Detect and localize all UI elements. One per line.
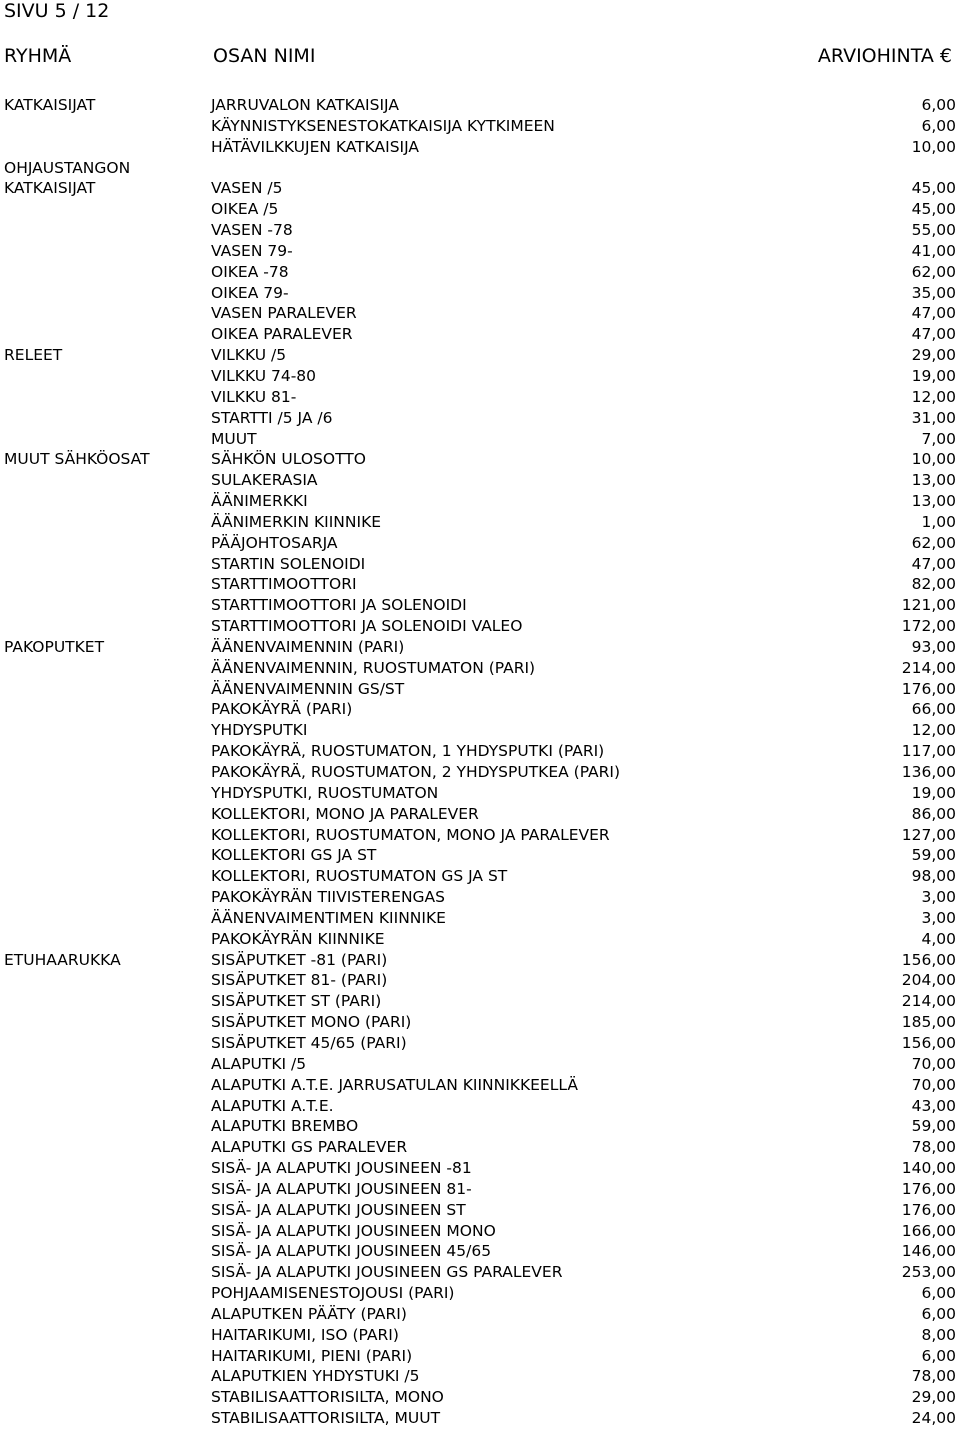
row-part-name: KOLLEKTORI, RUOSTUMATON GS JA ST bbox=[211, 867, 508, 886]
row-price: 45,00 bbox=[911, 200, 956, 219]
row-price: 3,00 bbox=[921, 888, 956, 907]
table-row bbox=[0, 470, 960, 491]
table-row bbox=[0, 1158, 960, 1179]
row-price: 156,00 bbox=[901, 1033, 956, 1052]
row-price: 43,00 bbox=[911, 1096, 956, 1115]
table-row bbox=[0, 991, 960, 1012]
table-row bbox=[0, 491, 960, 512]
row-part-name: KOLLEKTORI, RUOSTUMATON, MONO JA PARALEVER bbox=[211, 825, 610, 844]
table-row bbox=[0, 741, 960, 762]
row-part-name: VILKKU /5 bbox=[211, 346, 287, 365]
row-part-name: PAKOKÄYRÄ (PARI) bbox=[211, 700, 353, 719]
row-price: 10,00 bbox=[911, 137, 956, 156]
table-row bbox=[0, 845, 960, 866]
table-row bbox=[0, 178, 960, 199]
table-row bbox=[0, 908, 960, 929]
row-part-name: VILKKU 81- bbox=[211, 387, 297, 406]
table-row bbox=[0, 1262, 960, 1283]
row-price: 13,00 bbox=[911, 492, 956, 511]
table-row bbox=[0, 387, 960, 408]
row-part-name: STARTTIMOOTTORI JA SOLENOIDI bbox=[211, 596, 467, 615]
row-price: 6,00 bbox=[921, 116, 956, 135]
row-part-name: JARRUVALON KATKAISIJA bbox=[211, 96, 399, 114]
column-header-group: RYHMÄ bbox=[4, 45, 72, 67]
row-part-name: ÄÄNIMERKIN KIINNIKE bbox=[211, 512, 382, 531]
row-price: 146,00 bbox=[901, 1242, 956, 1261]
row-part-name: VILKKU 74-80 bbox=[211, 366, 317, 385]
row-part-name: VASEN 79- bbox=[211, 241, 293, 260]
row-group: RELEET bbox=[4, 346, 63, 365]
row-price: 19,00 bbox=[911, 783, 956, 802]
table-row bbox=[0, 137, 960, 158]
row-price: 136,00 bbox=[901, 763, 956, 781]
row-part-name: STARTTIMOOTTORI JA SOLENOIDI VALEO bbox=[211, 617, 523, 636]
row-group: MUUT SÄHKÖOSAT bbox=[4, 450, 150, 469]
row-group: OHJAUSTANGON bbox=[4, 158, 131, 177]
row-part-name: KÄYNNISTYKSENESTOKATKAISIJA KYTKIMEEN bbox=[211, 116, 555, 135]
table-row bbox=[0, 512, 960, 533]
table-row bbox=[0, 887, 960, 908]
row-price: 47,00 bbox=[911, 554, 956, 573]
table-row bbox=[0, 866, 960, 887]
table-row bbox=[0, 116, 960, 137]
row-part-name: ÄÄNIMERKKI bbox=[211, 492, 308, 511]
row-price: 6,00 bbox=[921, 96, 956, 114]
row-part-name: ALAPUTKI GS PARALEVER bbox=[211, 1138, 408, 1157]
row-part-name: KOLLEKTORI GS JA ST bbox=[211, 846, 377, 865]
row-price: 47,00 bbox=[911, 325, 956, 344]
table-row bbox=[0, 199, 960, 220]
table-row bbox=[0, 408, 960, 429]
row-part-name: OIKEA /5 bbox=[211, 200, 279, 219]
table-row bbox=[0, 95, 960, 116]
table-row bbox=[0, 1366, 960, 1387]
table-row bbox=[0, 1408, 960, 1429]
row-price: 185,00 bbox=[901, 1013, 956, 1032]
row-price: 82,00 bbox=[911, 575, 956, 594]
table-row bbox=[0, 1116, 960, 1137]
row-part-name: PAKOKÄYRÄ, RUOSTUMATON, 1 YHDYSPUTKI (PARI) bbox=[211, 742, 605, 761]
row-part-name: ÄÄNENVAIMENNIN, RUOSTUMATON (PARI) bbox=[211, 658, 536, 677]
row-price: 70,00 bbox=[911, 1075, 956, 1094]
table-row bbox=[0, 574, 960, 595]
table-row bbox=[0, 345, 960, 366]
row-price: 78,00 bbox=[911, 1138, 956, 1157]
row-part-name: SISÄ- JA ALAPUTKI JOUSINEEN -81 bbox=[211, 1159, 472, 1178]
row-group: PAKOPUTKET bbox=[4, 637, 105, 656]
row-part-name: ALAPUTKIEN YHDYSTUKI /5 bbox=[211, 1367, 420, 1386]
table-row bbox=[0, 1179, 960, 1200]
row-price: 7,00 bbox=[921, 429, 956, 448]
table-row bbox=[0, 1075, 960, 1096]
row-part-name: SISÄPUTKET 81- (PARI) bbox=[211, 971, 388, 990]
table-row bbox=[0, 449, 960, 470]
row-price: 98,00 bbox=[911, 867, 956, 886]
table-row bbox=[0, 637, 960, 658]
table-row bbox=[0, 1304, 960, 1325]
table-row bbox=[0, 950, 960, 971]
row-price: 176,00 bbox=[901, 1200, 956, 1219]
row-part-name: OIKEA -78 bbox=[211, 262, 289, 281]
row-part-name: ALAPUTKI A.T.E. bbox=[211, 1096, 334, 1115]
row-part-name: KOLLEKTORI, MONO JA PARALEVER bbox=[211, 804, 479, 823]
row-part-name: ALAPUTKEN PÄÄTY (PARI) bbox=[211, 1304, 407, 1323]
table-row bbox=[0, 699, 960, 720]
table-row bbox=[0, 554, 960, 575]
row-price: 13,00 bbox=[911, 471, 956, 490]
table-header bbox=[0, 44, 960, 68]
row-part-name: YHDYSPUTKI, RUOSTUMATON bbox=[211, 783, 439, 802]
row-part-name: POHJAAMISENESTOJOUSI (PARI) bbox=[211, 1284, 455, 1303]
row-price: 117,00 bbox=[901, 742, 956, 761]
row-part-name: STARTTI /5 JA /6 bbox=[211, 408, 333, 427]
row-part-name: STARTIN SOLENOIDI bbox=[211, 554, 366, 573]
row-price: 172,00 bbox=[901, 617, 956, 636]
table-row bbox=[0, 1325, 960, 1346]
table-row bbox=[0, 303, 960, 324]
table-row bbox=[0, 1241, 960, 1262]
table-row bbox=[0, 804, 960, 825]
table-row bbox=[0, 1096, 960, 1117]
table-row bbox=[0, 762, 960, 783]
row-price: 35,00 bbox=[911, 283, 956, 302]
row-price: 8,00 bbox=[921, 1325, 956, 1344]
row-price: 12,00 bbox=[911, 387, 956, 406]
row-price: 12,00 bbox=[911, 721, 956, 740]
row-part-name: SISÄ- JA ALAPUTKI JOUSINEEN GS PARALEVER bbox=[211, 1263, 563, 1282]
column-header-part-name: OSAN NIMI bbox=[213, 45, 316, 67]
row-part-name: STABILISAATTORISILTA, MUUT bbox=[211, 1409, 441, 1428]
table-row bbox=[0, 533, 960, 554]
row-price: 1,00 bbox=[921, 512, 956, 531]
row-part-name: YHDYSPUTKI bbox=[211, 721, 308, 740]
row-group: KATKAISIJAT bbox=[4, 179, 96, 198]
row-price: 70,00 bbox=[911, 1054, 956, 1073]
page-number: SIVU 5 / 12 bbox=[4, 0, 110, 22]
row-part-name: SULAKERASIA bbox=[211, 471, 318, 490]
row-price: 93,00 bbox=[911, 637, 956, 656]
table-row bbox=[0, 220, 960, 241]
row-price: 62,00 bbox=[911, 533, 956, 552]
table-row bbox=[0, 679, 960, 700]
row-price: 41,00 bbox=[911, 241, 956, 260]
table-row bbox=[0, 1200, 960, 1221]
row-part-name: HAITARIKUMI, ISO (PARI) bbox=[211, 1325, 399, 1344]
row-price: 78,00 bbox=[911, 1367, 956, 1386]
row-part-name: PAKOKÄYRÄN TIIVISTERENGAS bbox=[211, 888, 445, 907]
row-price: 10,00 bbox=[911, 450, 956, 469]
row-price: 6,00 bbox=[921, 1284, 956, 1303]
table-row bbox=[0, 1054, 960, 1075]
row-price: 59,00 bbox=[911, 1117, 956, 1136]
row-price: 214,00 bbox=[901, 658, 956, 677]
row-price: 29,00 bbox=[911, 1388, 956, 1407]
row-part-name: SISÄPUTKET MONO (PARI) bbox=[211, 1013, 412, 1032]
row-part-name: SISÄ- JA ALAPUTKI JOUSINEEN MONO bbox=[211, 1221, 496, 1240]
column-header-price: ARVIOHINTA € bbox=[817, 45, 952, 67]
row-price: 6,00 bbox=[921, 1346, 956, 1365]
table-row bbox=[0, 262, 960, 283]
table-row bbox=[0, 783, 960, 804]
table-row bbox=[0, 658, 960, 679]
row-price: 127,00 bbox=[901, 825, 956, 844]
table-row bbox=[0, 1033, 960, 1054]
row-price: 166,00 bbox=[901, 1221, 956, 1240]
price-table bbox=[0, 95, 960, 1429]
row-price: 4,00 bbox=[921, 929, 956, 948]
table-row bbox=[0, 241, 960, 262]
row-price: 24,00 bbox=[911, 1409, 956, 1428]
row-price: 31,00 bbox=[911, 408, 956, 427]
table-row bbox=[0, 1137, 960, 1158]
row-part-name: PAKOKÄYRÄN KIINNIKE bbox=[211, 929, 385, 948]
row-price: 176,00 bbox=[901, 679, 956, 698]
row-price: 86,00 bbox=[911, 804, 956, 823]
row-price: 253,00 bbox=[901, 1263, 956, 1282]
row-part-name: SISÄ- JA ALAPUTKI JOUSINEEN 45/65 bbox=[211, 1242, 492, 1261]
row-part-name: OIKEA PARALEVER bbox=[211, 325, 353, 344]
table-row bbox=[0, 720, 960, 741]
row-part-name: SISÄ- JA ALAPUTKI JOUSINEEN 81- bbox=[211, 1179, 472, 1198]
row-price: 19,00 bbox=[911, 366, 956, 385]
row-price: 62,00 bbox=[911, 262, 956, 281]
table-row bbox=[0, 1387, 960, 1408]
table-row bbox=[0, 158, 960, 179]
table-row bbox=[0, 1221, 960, 1242]
row-price: 45,00 bbox=[911, 179, 956, 198]
table-row bbox=[0, 366, 960, 387]
row-price: 204,00 bbox=[901, 971, 956, 990]
row-part-name: HAITARIKUMI, PIENI (PARI) bbox=[211, 1346, 413, 1365]
row-part-name: SISÄPUTKET 45/65 (PARI) bbox=[211, 1033, 407, 1052]
table-row bbox=[0, 825, 960, 846]
row-group: ETUHAARUKKA bbox=[4, 950, 121, 969]
row-part-name: MUUT bbox=[211, 429, 257, 448]
row-part-name: STARTTIMOOTTORI bbox=[211, 575, 357, 594]
row-part-name: VASEN PARALEVER bbox=[211, 304, 357, 323]
row-price: 47,00 bbox=[911, 304, 956, 323]
row-part-name: ALAPUTKI /5 bbox=[211, 1054, 307, 1073]
row-price: 140,00 bbox=[901, 1159, 956, 1178]
table-row bbox=[0, 1283, 960, 1304]
table-row bbox=[0, 970, 960, 991]
row-part-name: PÄÄJOHTOSARJA bbox=[211, 533, 338, 552]
row-part-name: SÄHKÖN ULOSOTTO bbox=[211, 450, 366, 469]
row-part-name: OIKEA 79- bbox=[211, 283, 289, 302]
row-part-name: SISÄPUTKET ST (PARI) bbox=[211, 992, 382, 1011]
row-part-name: SISÄ- JA ALAPUTKI JOUSINEEN ST bbox=[211, 1200, 466, 1219]
row-price: 121,00 bbox=[901, 596, 956, 615]
row-price: 55,00 bbox=[911, 221, 956, 240]
row-price: 6,00 bbox=[921, 1304, 956, 1323]
row-price: 176,00 bbox=[901, 1179, 956, 1198]
row-price: 214,00 bbox=[901, 992, 956, 1011]
table-row bbox=[0, 1012, 960, 1033]
table-row bbox=[0, 595, 960, 616]
row-part-name: ALAPUTKI A.T.E. JARRUSATULAN KIINNIKKEELLÄ bbox=[211, 1075, 578, 1094]
row-part-name: ÄÄNENVAIMENNIN (PARI) bbox=[211, 637, 405, 656]
row-price: 29,00 bbox=[911, 346, 956, 365]
row-group: KATKAISIJAT bbox=[4, 96, 96, 114]
table-row bbox=[0, 429, 960, 450]
table-row bbox=[0, 1346, 960, 1367]
row-part-name: ÄÄNENVAIMENNIN GS/ST bbox=[211, 679, 405, 698]
row-part-name: HÄTÄVILKKUJEN KATKAISIJA bbox=[211, 137, 420, 156]
table-row bbox=[0, 616, 960, 637]
table-row bbox=[0, 283, 960, 304]
row-part-name: PAKOKÄYRÄ, RUOSTUMATON, 2 YHDYSPUTKEA (PARI) bbox=[211, 763, 621, 781]
row-price: 59,00 bbox=[911, 846, 956, 865]
row-part-name: ALAPUTKI BREMBO bbox=[211, 1117, 359, 1136]
row-part-name: ÄÄNENVAIMENTIMEN KIINNIKE bbox=[211, 908, 446, 927]
row-price: 156,00 bbox=[901, 950, 956, 969]
row-part-name: VASEN -78 bbox=[211, 221, 293, 240]
row-price: 66,00 bbox=[911, 700, 956, 719]
row-part-name: STABILISAATTORISILTA, MONO bbox=[211, 1388, 444, 1407]
row-part-name: VASEN /5 bbox=[211, 179, 283, 198]
table-row bbox=[0, 324, 960, 345]
row-part-name: SISÄPUTKET -81 (PARI) bbox=[211, 950, 388, 969]
row-price: 3,00 bbox=[921, 908, 956, 927]
table-row bbox=[0, 929, 960, 950]
